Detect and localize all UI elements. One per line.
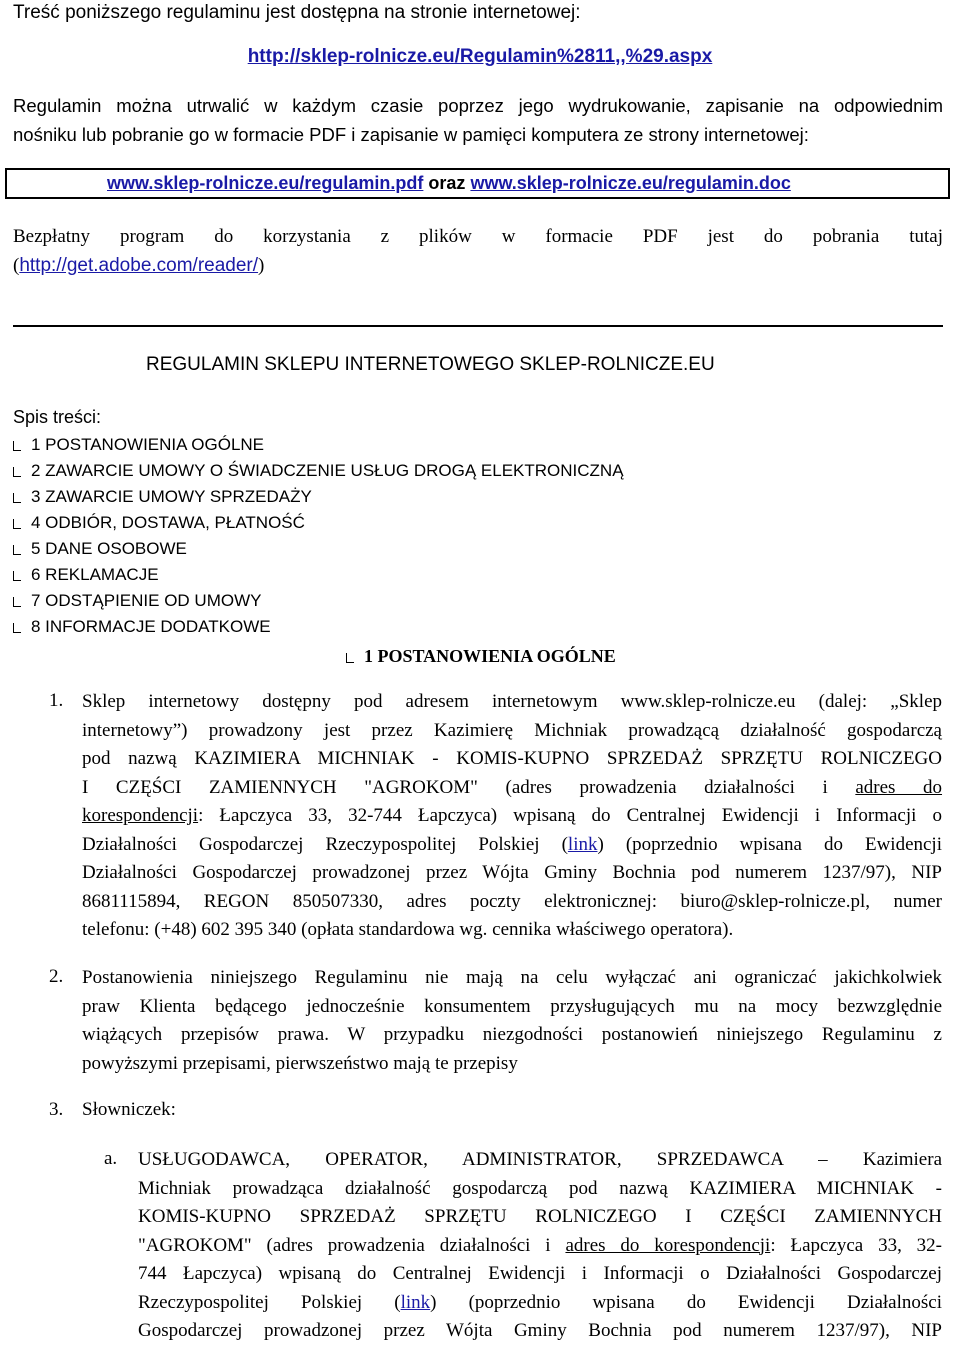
download-links — [107, 173, 791, 194]
oraz-text: oraz — [428, 173, 466, 193]
registry-link[interactable]: link — [400, 1291, 431, 1313]
adobe-link[interactable]: http://get.adobe.com/reader/ — [19, 254, 259, 276]
toc-link-icon — [13, 545, 23, 555]
paragraph-line: 8681115894, REGON 850507330, adres poczty elektronicznej: biuro@sklep-rolnicze.pl, numer — [82, 890, 942, 912]
list-number: 1. — [49, 690, 64, 711]
registry-link[interactable]: link — [567, 833, 598, 855]
adobe-paragraph — [13, 223, 943, 280]
toc-link-icon — [13, 571, 23, 581]
paragraph-line: Postanowienia niniejszego Regulaminu nie mają na celu wyłączać ani ograniczać jakichkolwiek — [82, 967, 942, 988]
toc-item[interactable] — [13, 461, 624, 481]
intro-line: Treść poniższego regulaminu jest dostępna na stronie internetowej: — [13, 2, 581, 23]
text-span: I CZĘŚCI ZAMIENNYCH "AGROKOM" (adres prowadzenia działalności i — [82, 776, 828, 798]
toc-item-label: 4 ODBIÓR, DOSTAWA, PŁATNOŚĆ — [31, 513, 305, 532]
toc-item[interactable] — [13, 487, 312, 507]
list-item-paragraph — [82, 688, 942, 945]
list-number: 2. — [49, 966, 64, 987]
paragraph-line — [82, 831, 942, 860]
text-span: : Łapczyca 33, 32-744 Łapczyca) wpisaną do Centralnej Ewidencji i Informacji o — [198, 805, 942, 826]
section-link-icon — [346, 653, 356, 663]
toc-item-label: 2 ZAWARCIE UMOWY O ŚWIADCZENIE USŁUG DROGĄ ELEKTRONICZNĄ — [31, 461, 624, 480]
toc-item-label: 1 POSTANOWIENIA OGÓLNE — [31, 435, 265, 454]
intro-paragraph — [13, 92, 943, 149]
toc-item-label: 6 REKLAMACJE — [31, 565, 159, 584]
toc-item-label: 5 DANE OSOBOWE — [31, 539, 187, 558]
toc-item[interactable] — [13, 513, 305, 533]
toc-item[interactable] — [13, 565, 159, 585]
list-number: 3. — [49, 1099, 64, 1120]
paren: ( — [13, 254, 20, 276]
text-span: ) (poprzednio wpisana do Ewidencji Działalności — [430, 1291, 942, 1313]
adobe-line-2 — [13, 252, 943, 281]
toc-link-icon — [13, 441, 23, 451]
sub-list-letter: a. — [104, 1148, 118, 1169]
horizontal-divider — [13, 325, 943, 327]
toc-link-icon — [13, 597, 23, 607]
paragraph-line: powyższymi przepisami, pierwszeństwo mają te przepisy — [82, 1052, 518, 1074]
paragraph-line: internetowy”) prowadzony jest przez Kazimierę Michniak prowadzącą działalność gospodarczą — [82, 719, 942, 741]
toc-link-icon — [13, 467, 23, 477]
toc-link-icon — [13, 623, 23, 633]
toc-item-label: 3 ZAWARCIE UMOWY SPRZEDAŻY — [31, 487, 312, 506]
paragraph-line: Działalności Gospodarczej prowadzonej przez Wójta Gminy Bochnia pod numerem 1237/97), NIP — [82, 862, 942, 883]
toc-item[interactable] — [13, 591, 261, 611]
adobe-line: Bezpłatny program do korzystania z plików w formacie PDF jest do pobrania tutaj — [13, 226, 943, 247]
text-span: Rzeczypospolitej Polskiej ( — [138, 1291, 401, 1313]
intro-paragraph-line: nośniku lub pobranie go w formacie PDF i zapisanie w pamięci komputera ze strony internetowej: — [13, 123, 809, 145]
toc-item[interactable] — [13, 617, 271, 637]
toc-item-label: 7 ODSTĄPIENIE OD UMOWY — [31, 591, 262, 610]
section-heading[interactable] — [346, 646, 616, 667]
toc-link-icon — [13, 519, 23, 529]
paragraph-line — [138, 1232, 942, 1261]
paragraph-line: 744 Łapczyca) wpisaną do Centralnej Ewidencji i Informacji o Działalności Gospodarczej — [138, 1263, 942, 1284]
pdf-link[interactable]: www.sklep-rolnicze.eu/regulamin.pdf — [107, 173, 424, 193]
text-span: ) (poprzednio wpisana do Ewidencji — [597, 833, 942, 855]
paragraph-line: telefonu: (+48) 602 395 340 (opłata standardowa wg. cennika właściwego operatora). — [82, 919, 734, 940]
regulamin-url-link[interactable]: http://sklep-rolnicze.eu/Regulamin%2811,,%29.aspx — [247, 46, 713, 67]
toc-heading: Spis treści: — [13, 407, 102, 427]
intro-paragraph-line: Regulamin można utrwalić w każdym czasie poprzez jego wydrukowanie, zapisanie na odpowiednim — [13, 95, 943, 116]
section-heading-label: 1 POSTANOWIENIA OGÓLNE — [364, 646, 616, 666]
dictionary-heading: Słowniczek: — [82, 1099, 176, 1120]
paragraph-line — [82, 802, 942, 831]
text-span: "AGROKOM" (adres prowadzenia działalności i — [138, 1234, 551, 1256]
list-item-paragraph — [82, 964, 942, 1078]
paragraph-line: wiążących przepisów prawa. W przypadku niezgodności postanowień niniejszego Regulaminu z — [82, 1024, 942, 1045]
paragraph-line: KOMIS-KUPNO SPRZEDAŻ SPRZĘTU ROLNICZEGO I CZĘŚCI ZAMIENNYCH — [138, 1206, 942, 1227]
regulamin-url-container — [0, 46, 960, 68]
paragraph-line — [82, 774, 942, 803]
paragraph-line: praw Klienta będącego jednocześnie konsumentem przysługujących mu na mocy bezwzględnie — [82, 995, 942, 1017]
paragraph-line: pod nazwą KAZIMIERA MICHNIAK - KOMIS-KUPNO SPRZEDAŻ SPRZĘTU ROLNICZEGO — [82, 748, 942, 769]
toc-item-label: 8 INFORMACJE DODATKOWE — [31, 617, 271, 636]
paren: ) — [258, 254, 265, 276]
address-link[interactable]: korespondencji — [82, 805, 199, 826]
toc-item[interactable] — [13, 539, 187, 559]
paragraph-line — [138, 1289, 942, 1318]
sub-list-paragraph — [138, 1146, 942, 1346]
paragraph-line: Gospodarczej prowadzonej przez Wójta Gminy Bochnia pod numerem 1237/97), NIP — [138, 1320, 942, 1341]
paragraph-line: Sklep internetowy dostępny pod adresem internetowym www.sklep-rolnicze.eu (dalej: „Sklep — [82, 691, 942, 712]
paragraph-line: Michniak prowadząca działalność gospodarczą pod nazwą KAZIMIERA MICHNIAK - — [138, 1177, 942, 1199]
address-link[interactable]: adres do — [855, 776, 943, 798]
text-span: : Łapczyca 33, 32- — [770, 1234, 943, 1256]
paragraph-line: USŁUGODAWCA, OPERATOR, ADMINISTRATOR, SPRZEDAWCA – Kazimiera — [138, 1149, 942, 1170]
text-span: Działalności Gospodarczej Rzeczypospolitej Polskiej ( — [82, 833, 568, 855]
toc-item[interactable] — [13, 435, 264, 455]
address-link[interactable]: adres do korespondencji — [565, 1234, 771, 1256]
toc-link-icon — [13, 493, 23, 503]
doc-link[interactable]: www.sklep-rolnicze.eu/regulamin.doc — [470, 173, 791, 193]
page-title: REGULAMIN SKLEPU INTERNETOWEGO SKLEP-ROLNICZE.EU — [146, 354, 715, 375]
